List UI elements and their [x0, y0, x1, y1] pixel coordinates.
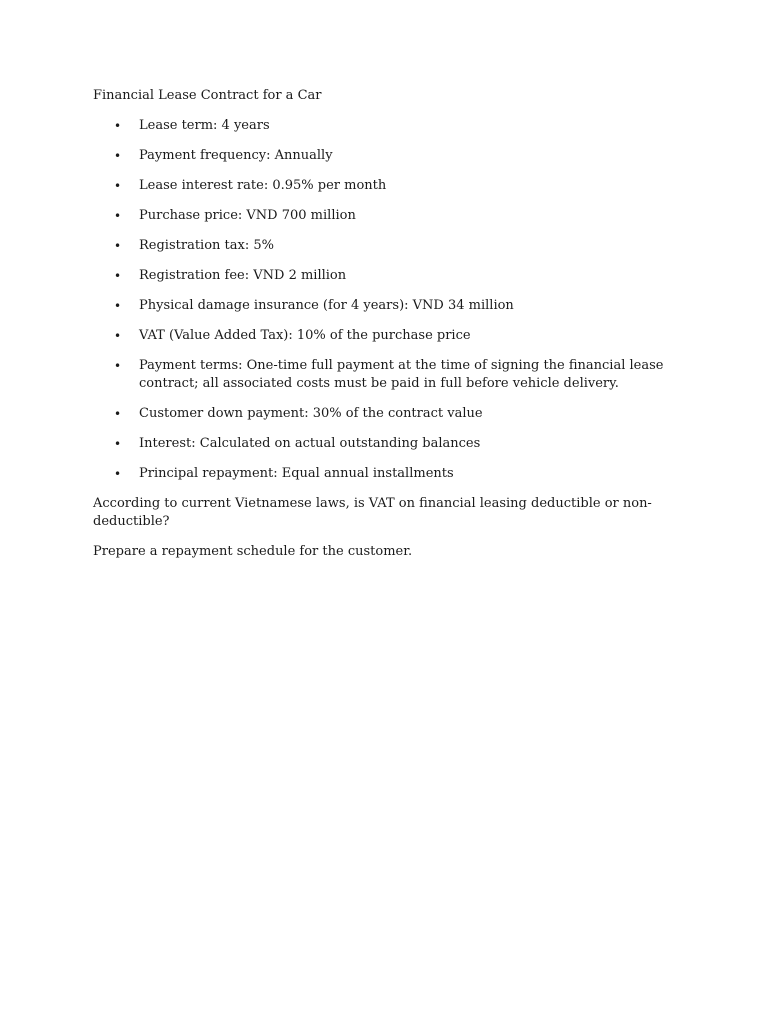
list-item-text: Lease term: 4 years: [139, 118, 270, 133]
bullet-icon: •: [114, 329, 122, 343]
list-item-text: Interest: Calculated on actual outstanding balances: [139, 436, 481, 451]
list-item: [93, 177, 693, 195]
list-item-text: Lease interest rate: 0.95% per month: [139, 178, 387, 193]
list-item-text: Principal repayment: Equal annual installments: [139, 466, 454, 481]
list-item-text: Payment frequency: Annually: [139, 148, 333, 163]
list-item-text: Purchase price: VND 700 million: [139, 208, 356, 223]
lease-terms-list: [93, 117, 693, 483]
question-vat-deductibility: According to current Vietnamese laws, is VAT on financial leasing deductible or non-deductible?: [93, 496, 652, 529]
bullet-icon: •: [114, 239, 122, 253]
bullet-icon: •: [114, 149, 122, 163]
list-item-text: Registration fee: VND 2 million: [139, 268, 347, 283]
list-item: [93, 207, 693, 225]
bullet-icon: •: [114, 467, 122, 481]
list-item: [93, 267, 693, 285]
list-item: [93, 435, 693, 453]
bullet-icon: •: [114, 299, 122, 313]
list-item: [93, 297, 693, 315]
bullet-icon: •: [114, 359, 122, 373]
list-item-text: Payment terms: One-time full payment at the time of signing the financial lease contract; all associated costs must be paid in full before vehicle delivery.: [139, 358, 664, 391]
list-item: [93, 327, 693, 345]
bullet-icon: •: [114, 119, 122, 133]
list-item: [93, 405, 693, 423]
question-repayment-schedule: Prepare a repayment schedule for the customer.: [93, 544, 413, 559]
bullet-icon: •: [114, 209, 122, 223]
list-item: [93, 237, 693, 255]
list-item: [93, 147, 693, 165]
bullet-icon: •: [114, 437, 122, 451]
list-item: [93, 465, 693, 483]
bullet-icon: •: [114, 269, 122, 283]
list-item-text: Registration tax: 5%: [139, 238, 274, 253]
document-page: [93, 87, 693, 573]
bullet-icon: •: [114, 179, 122, 193]
bullet-icon: •: [114, 407, 122, 421]
list-item-text: Physical damage insurance (for 4 years): VND 34 million: [139, 298, 514, 313]
list-item-text: VAT (Value Added Tax): 10% of the purchase price: [139, 328, 471, 343]
list-item: [93, 357, 693, 393]
list-item-text: Customer down payment: 30% of the contract value: [139, 406, 483, 421]
document-title: Financial Lease Contract for a Car: [93, 88, 322, 103]
list-item: [93, 117, 693, 135]
